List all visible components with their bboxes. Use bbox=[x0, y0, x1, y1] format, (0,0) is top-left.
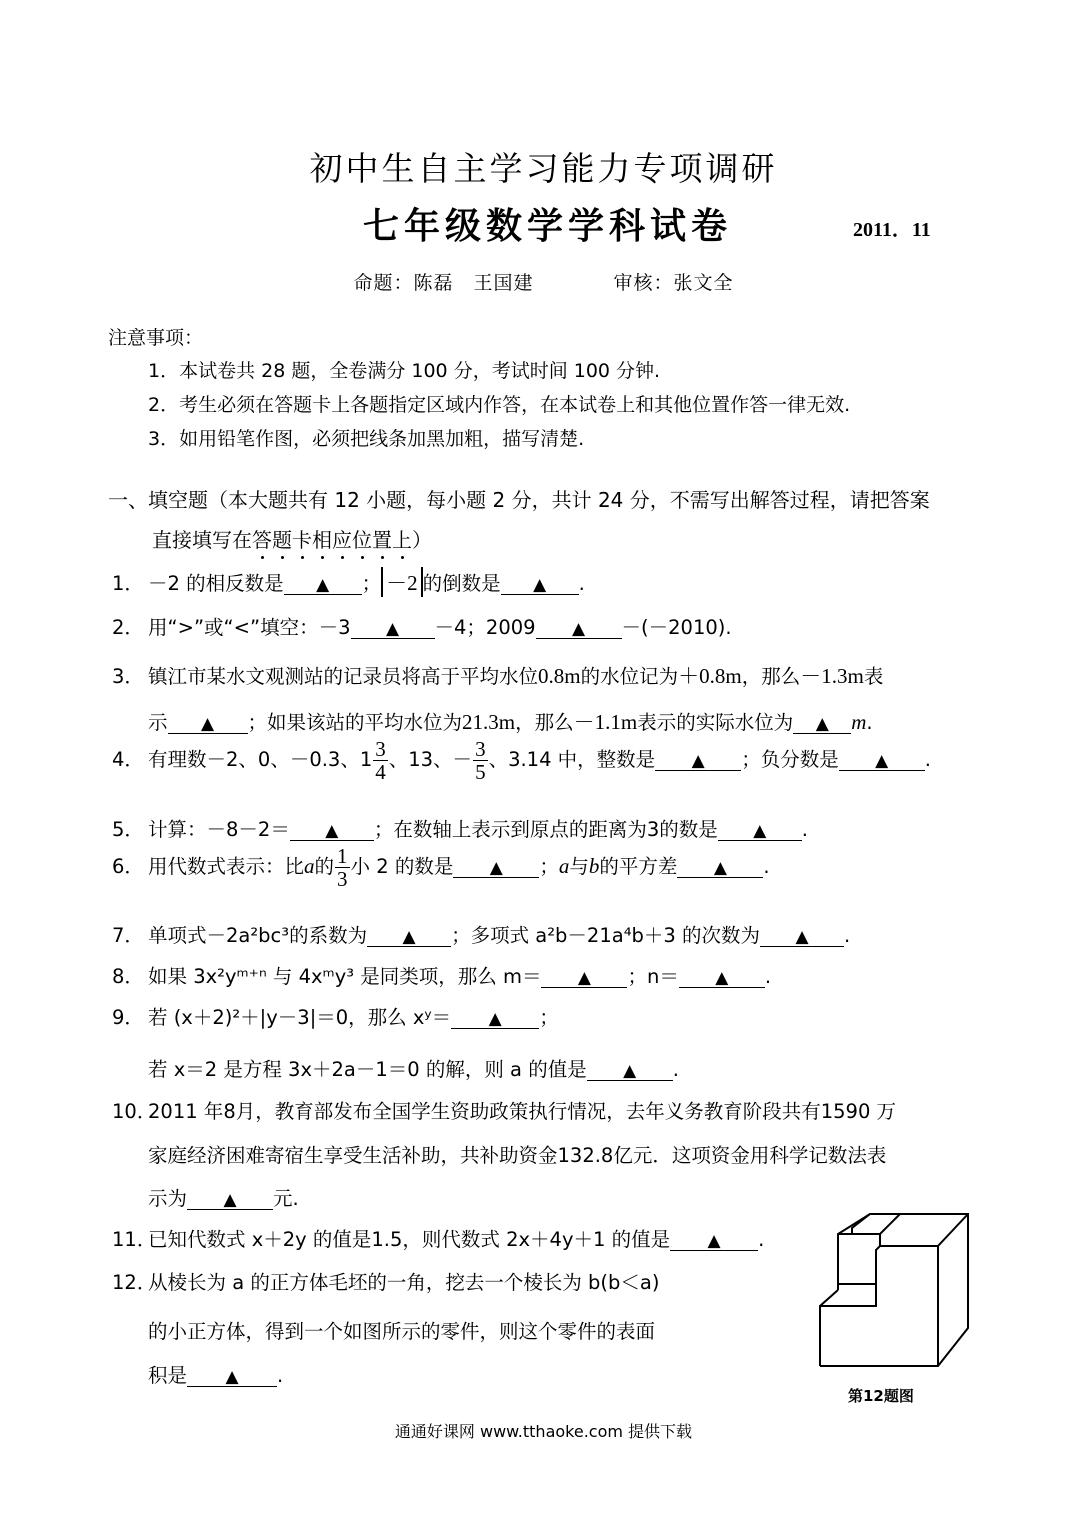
question-number: 5． bbox=[112, 818, 144, 841]
blank-marker: ▲ bbox=[316, 575, 330, 595]
question-3-line2 bbox=[148, 706, 873, 736]
answer-blank[interactable] bbox=[284, 574, 362, 595]
question-9-line2 bbox=[148, 1054, 679, 1082]
question-text: 用代数式表示：比 bbox=[148, 855, 305, 879]
question-text: 表 bbox=[863, 665, 884, 688]
question-text: －(－2010). bbox=[621, 616, 732, 639]
question-number: 7． bbox=[112, 924, 144, 947]
figure-edge bbox=[938, 1214, 968, 1366]
question-text: 与 bbox=[569, 855, 589, 879]
figure-caption: 第12题图 bbox=[848, 1387, 914, 1405]
question-12 bbox=[112, 1267, 659, 1295]
question-text: b bbox=[588, 854, 600, 879]
question-text: 的平方差 bbox=[599, 855, 678, 879]
emphasis-char: 卡 bbox=[292, 524, 312, 553]
answer-blank[interactable] bbox=[453, 857, 539, 878]
cube-figure bbox=[812, 1210, 977, 1370]
fraction-denominator: 3 bbox=[337, 867, 348, 892]
blank-marker: ▲ bbox=[223, 1190, 237, 1210]
question-text: ； bbox=[539, 855, 559, 879]
fraction-denominator: 5 bbox=[475, 760, 486, 785]
emphasis-char: 答 bbox=[252, 524, 272, 553]
answer-blank[interactable] bbox=[718, 820, 802, 841]
question-number: 3． bbox=[112, 665, 144, 688]
question-9 bbox=[112, 1002, 559, 1030]
question-8 bbox=[112, 961, 771, 989]
answer-blank[interactable] bbox=[587, 1060, 673, 1081]
question-text: 从棱长为 a 的正方体毛坯的一角，挖去一个棱长为 b(b＜a) bbox=[148, 1271, 660, 1294]
question-text: 小 2 的数是 bbox=[350, 855, 454, 879]
answer-blank[interactable] bbox=[679, 967, 765, 988]
question-3 bbox=[112, 660, 883, 690]
question-4 bbox=[112, 738, 931, 783]
authors-line: 命题：陈磊 王国建 审核：张文全 bbox=[353, 272, 734, 294]
answer-blank[interactable] bbox=[670, 1230, 758, 1251]
fraction-denominator: 4 bbox=[375, 760, 386, 785]
fraction bbox=[335, 845, 350, 890]
answer-blank[interactable] bbox=[541, 967, 627, 988]
answer-blank[interactable] bbox=[839, 750, 925, 771]
question-text: . bbox=[578, 572, 585, 595]
emphasis-char: 上 bbox=[392, 524, 412, 553]
question-text: 单项式－2a²bc³的系数为 bbox=[148, 924, 368, 947]
question-text: －4；2009 bbox=[434, 616, 536, 639]
section-1-post: ） bbox=[412, 528, 432, 552]
question-text: ，那么 bbox=[515, 711, 574, 734]
question-text: . bbox=[763, 855, 770, 879]
question-2 bbox=[112, 612, 732, 640]
notice-item-1: 1．本试卷共 28 题，全卷满分 100 分，考试时间 100 分钟. bbox=[148, 360, 661, 382]
question-text: 的水位记为 bbox=[580, 665, 679, 688]
question-text: a bbox=[304, 854, 315, 879]
question-text: 如果 3x²yᵐ⁺ⁿ 与 4xᵐy³ 是同类项，那么 m＝ bbox=[148, 965, 542, 988]
blank-marker: ▲ bbox=[795, 927, 809, 947]
question-text: 已知代数式 x＋2y 的值是1.5，则代数式 2x＋4y＋1 的值是 bbox=[148, 1228, 671, 1251]
answer-blank[interactable] bbox=[187, 1189, 273, 1210]
answer-blank[interactable] bbox=[677, 857, 763, 878]
question-text: 积是 bbox=[148, 1364, 188, 1387]
fraction-numerator: 3 bbox=[475, 737, 486, 761]
question-text: 表示的实际水位为 bbox=[637, 711, 794, 734]
section-1-dotted bbox=[252, 528, 412, 552]
blank-marker: ▲ bbox=[623, 1061, 637, 1081]
question-text: －1.3m bbox=[800, 664, 864, 688]
blank-marker: ▲ bbox=[715, 968, 729, 988]
blank-marker: ▲ bbox=[691, 751, 705, 772]
question-text: ；在数轴上表示到原点的距离为3的数是 bbox=[373, 818, 718, 841]
question-10 bbox=[112, 1096, 896, 1124]
question-number: 10． bbox=[112, 1100, 157, 1123]
answer-blank[interactable] bbox=[793, 713, 851, 734]
exam-date: 2011．11 bbox=[853, 219, 931, 241]
answer-blank[interactable] bbox=[536, 618, 622, 639]
question-text: 镇江市某水文观测站的记录员将高于平均水位 bbox=[148, 665, 539, 688]
question-text: ； bbox=[361, 572, 382, 595]
question-text: m bbox=[851, 710, 867, 734]
blank-marker: ▲ bbox=[707, 1231, 721, 1251]
question-number: 4． bbox=[112, 748, 144, 772]
question-7 bbox=[112, 920, 850, 948]
page-title: 初中生自主学习能力专项调研 bbox=[309, 149, 778, 188]
blank-marker: ▲ bbox=[489, 858, 503, 879]
question-text: 21.3m bbox=[462, 710, 516, 734]
figure-edge bbox=[838, 1234, 938, 1246]
blank-marker: ▲ bbox=[200, 714, 215, 734]
emphasis-char: 位 bbox=[352, 524, 372, 553]
blank-marker: ▲ bbox=[577, 968, 591, 988]
question-text: 的 bbox=[314, 855, 335, 879]
question-text: 若 x＝2 是方程 3x＋2a－1＝0 的解，则 a 的值是 bbox=[148, 1058, 587, 1081]
question-text: ＋0.8m bbox=[678, 664, 742, 688]
question-number: 11． bbox=[112, 1228, 157, 1251]
fraction-numerator: 1 bbox=[337, 844, 348, 868]
blank-marker: ▲ bbox=[815, 714, 829, 734]
blank-marker: ▲ bbox=[225, 1367, 239, 1387]
figure-edge bbox=[820, 1284, 876, 1306]
question-text: －2 的相反数是 bbox=[148, 572, 284, 595]
blank-marker: ▲ bbox=[753, 821, 767, 841]
question-text: －2 bbox=[381, 567, 423, 597]
figure-edge bbox=[820, 1290, 838, 1366]
question-number: 9． bbox=[112, 1006, 144, 1029]
question-text: 0.8m bbox=[538, 664, 581, 688]
notice-item-2: 2．考生必须在答题卡上各题指定区域内作答，在本试卷上和其他位置作答一律无效. bbox=[148, 394, 851, 416]
emphasis-char: 置 bbox=[372, 524, 392, 553]
question-number: 1． bbox=[112, 572, 144, 595]
answer-blank[interactable] bbox=[760, 926, 844, 947]
question-text: . bbox=[844, 924, 851, 947]
answer-blank[interactable] bbox=[351, 618, 435, 639]
question-text: 有理数－2、0、－0.3、1 bbox=[148, 748, 373, 772]
question-text: ，那么 bbox=[741, 665, 801, 688]
question-11 bbox=[112, 1224, 764, 1252]
emphasis-char: 应 bbox=[332, 524, 352, 553]
question-text: . bbox=[801, 818, 808, 841]
notice-item-3: 3．如用铅笔作图，必须把线条加黑加粗，描写清楚. bbox=[148, 428, 585, 450]
answer-blank[interactable] bbox=[655, 750, 741, 771]
blank-marker: ▲ bbox=[385, 619, 400, 639]
blank-marker: ▲ bbox=[572, 619, 586, 639]
question-text: ； bbox=[539, 1006, 559, 1029]
question-text: －1.1m bbox=[573, 710, 638, 734]
figure-edge bbox=[880, 1214, 900, 1234]
question-text: . bbox=[758, 1228, 765, 1251]
footer-text: 通通好课网 www.tthaoke.com 提供下载 bbox=[394, 1422, 693, 1441]
question-text: ；n＝ bbox=[627, 965, 679, 988]
blank-marker: ▲ bbox=[533, 575, 547, 595]
blank-marker: ▲ bbox=[488, 1009, 502, 1029]
question-text: . bbox=[924, 748, 931, 772]
question-number: 8． bbox=[112, 965, 144, 988]
question-text: . bbox=[866, 711, 873, 734]
answer-blank[interactable] bbox=[367, 926, 451, 947]
notice-heading: 注意事项： bbox=[108, 327, 204, 349]
question-text: ；多项式 a²b－21a⁴b＋3 的次数为 bbox=[451, 924, 760, 947]
question-text: ；负分数是 bbox=[741, 748, 839, 772]
answer-blank[interactable] bbox=[187, 1366, 277, 1387]
blank-marker: ▲ bbox=[713, 858, 727, 879]
question-text: a bbox=[558, 854, 570, 879]
question-text: 、13、－ bbox=[388, 748, 473, 772]
question-5 bbox=[112, 814, 808, 842]
question-10-line3 bbox=[148, 1183, 299, 1211]
question-12-line2: 的小正方体，得到一个如图所示的零件，则这个零件的表面 bbox=[148, 1320, 656, 1343]
blank-marker: ▲ bbox=[875, 751, 889, 772]
blank-marker: ▲ bbox=[325, 821, 339, 841]
figure-edge bbox=[876, 1246, 880, 1284]
question-text: 若 (x＋2)²＋|y－3|＝0，那么 xʸ＝ bbox=[148, 1006, 452, 1029]
question-text: . bbox=[672, 1058, 679, 1081]
question-text: 用“>”或“<”填空：－3 bbox=[148, 616, 351, 639]
question-text: 、3.14 中，整数是 bbox=[488, 748, 656, 772]
question-text: 计算：－8－2＝ bbox=[148, 818, 290, 841]
question-10-line2: 家庭经济困难寄宿生享受生活补助，共补助资金132.8亿元．这项资金用科学记数法表 bbox=[148, 1144, 887, 1167]
fraction bbox=[473, 738, 488, 783]
answer-blank[interactable] bbox=[290, 820, 374, 841]
question-text: 示 bbox=[148, 711, 168, 734]
section-1-heading: 一、填空题（本大题共有 12 小题，每小题 2 分，共计 24 分，不需写出解答过程，请把答案 bbox=[108, 488, 930, 512]
question-text: . bbox=[277, 1364, 284, 1387]
question-6 bbox=[112, 845, 770, 890]
question-text: 元. bbox=[273, 1187, 299, 1210]
question-12-line3 bbox=[148, 1360, 283, 1388]
answer-blank[interactable] bbox=[451, 1008, 539, 1029]
question-1 bbox=[112, 567, 585, 597]
section-1-pre: 直接填写在 bbox=[152, 528, 252, 552]
question-text: 示为 bbox=[148, 1187, 188, 1210]
answer-blank[interactable] bbox=[168, 713, 248, 734]
question-text: 的倒数是 bbox=[422, 572, 501, 595]
fraction bbox=[373, 738, 388, 783]
question-number: 6． bbox=[112, 855, 144, 879]
emphasis-char: 题 bbox=[272, 524, 292, 553]
question-number: 2． bbox=[112, 616, 144, 639]
answer-blank[interactable] bbox=[501, 574, 579, 595]
question-text: 2011 年8月，教育部发布全国学生资助政策执行情况，去年义务教育阶段共有1590 万 bbox=[148, 1100, 897, 1123]
fraction-numerator: 3 bbox=[375, 737, 386, 761]
question-number: 12． bbox=[112, 1271, 157, 1294]
blank-marker: ▲ bbox=[402, 927, 416, 947]
page-subtitle: 七年级数学学科试卷 bbox=[363, 206, 733, 247]
question-text: . bbox=[764, 965, 772, 988]
question-text: ；如果该站的平均水位为 bbox=[247, 711, 463, 734]
emphasis-char: 相 bbox=[312, 524, 332, 553]
section-1-heading-line2 bbox=[152, 524, 432, 553]
